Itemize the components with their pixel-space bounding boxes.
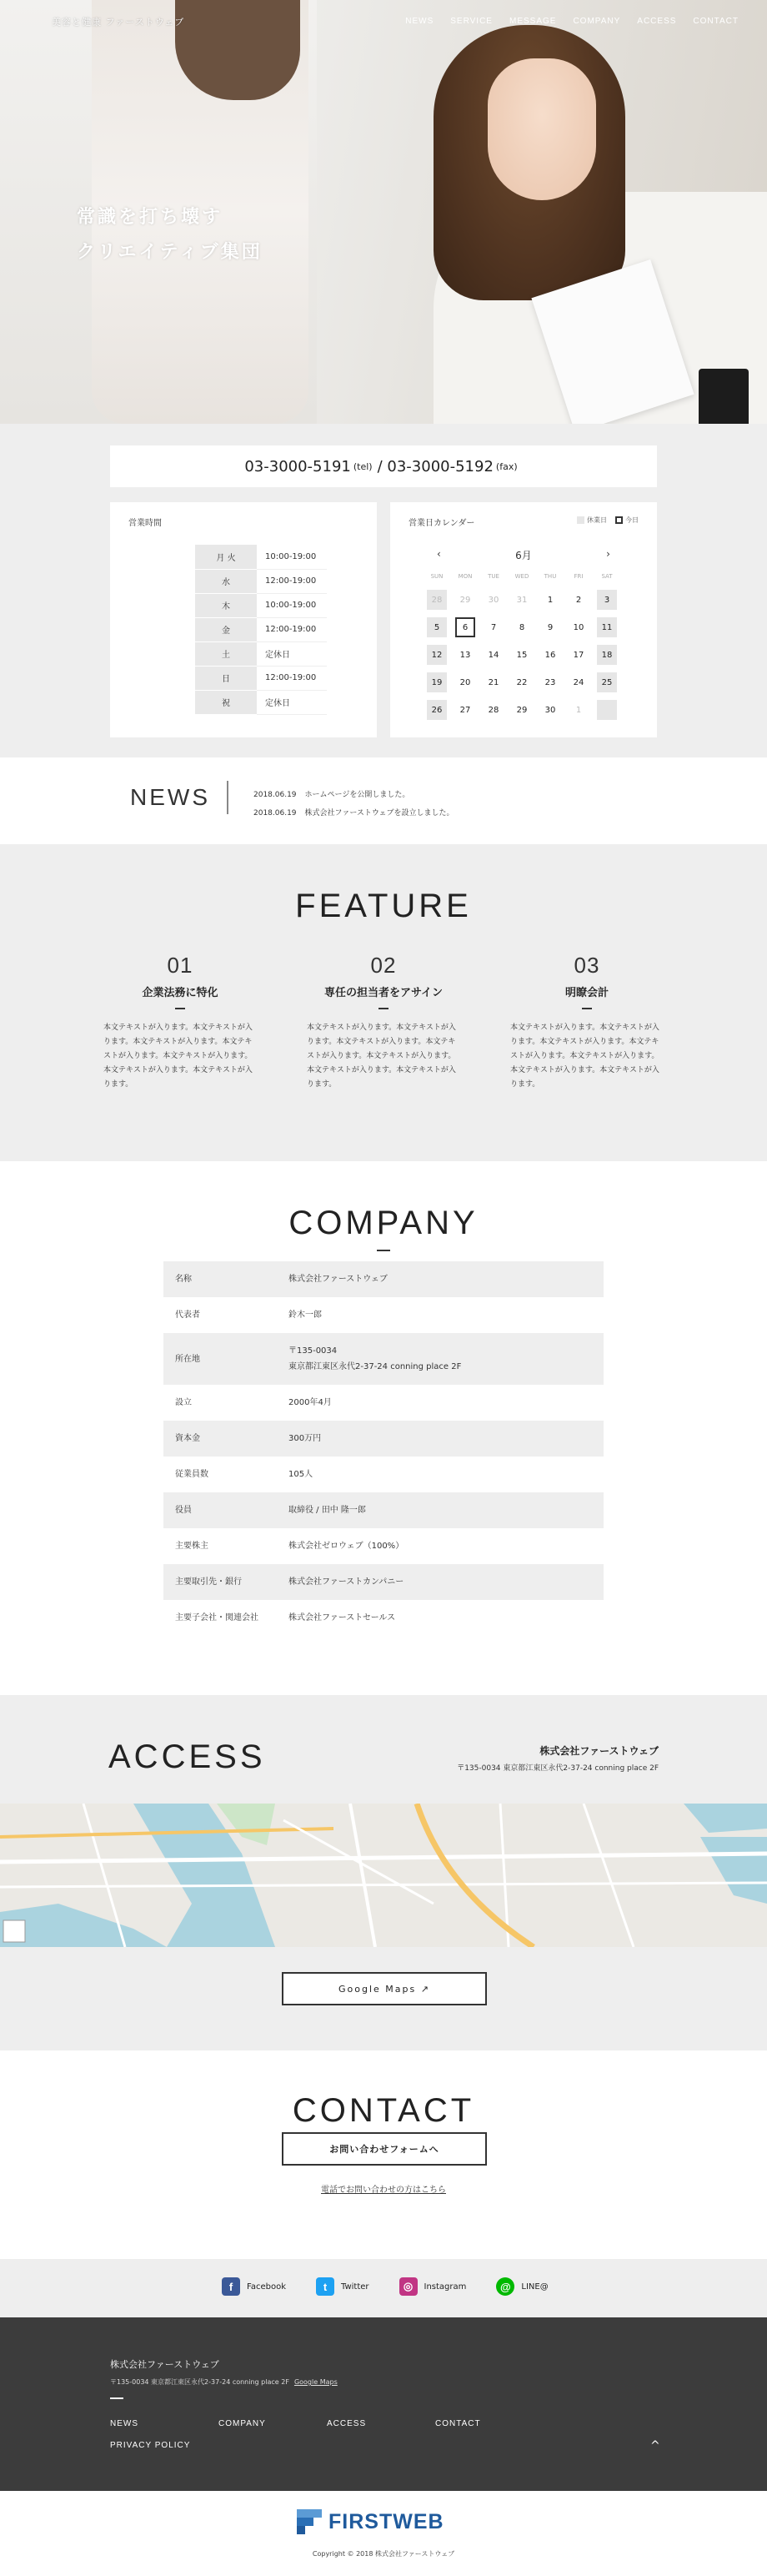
calendar-day: 28 (488, 705, 499, 715)
table-row (163, 1492, 604, 1528)
table-row (163, 1385, 604, 1421)
calendar-day-today: 6 (455, 617, 475, 637)
calendar-day: 27 (459, 705, 471, 715)
calendar-prev-button[interactable]: ‹ (437, 548, 441, 560)
table-row (163, 1564, 604, 1600)
weekday-label: MON (458, 573, 473, 580)
sns-label: Facebook (247, 2282, 286, 2292)
hours-row (195, 545, 327, 569)
footer-company-name: 株式会社ファーストウェブ (110, 2359, 219, 2370)
footer-link-contact[interactable]: CONTACT (435, 2419, 481, 2428)
calendar-legend (577, 516, 639, 525)
company-value: 取締役 / 田中 隆一郎 (288, 1506, 366, 1515)
news-section (0, 757, 767, 844)
table-row (163, 1528, 604, 1564)
map-graphic (0, 1804, 767, 1947)
calendar-title: 営業日カレンダー (409, 519, 475, 528)
hours-time: 12:00-19:00 (257, 569, 327, 593)
table-row (163, 1333, 604, 1385)
calendar-day: 30 (488, 595, 499, 605)
catch-line-1: 常識を打ち壊す (77, 207, 223, 228)
hero-section (0, 0, 767, 424)
nav-access[interactable]: ACCESS (637, 17, 677, 26)
news-item[interactable] (253, 804, 454, 823)
feature-number: 01 (167, 953, 193, 978)
calendar-day: 3 (597, 590, 617, 610)
brand-mark-icon (297, 2509, 322, 2534)
news-text: 株式会社ファーストウェブを設立しました。 (304, 809, 454, 818)
feature-body: 本文テキストが入ります。本文テキストが入ります。本文テキストが入ります。本文テキストが入ります。本文テキストが入ります。本文テキストが入ります。本文テキストが入ります。 (103, 1024, 253, 1089)
phone-box (110, 445, 657, 487)
company-value: 株式会社ファーストカンパニー (288, 1577, 404, 1587)
footer-link-company[interactable]: COMPANY (218, 2419, 266, 2428)
table-row (163, 1457, 604, 1492)
calendar-day: 10 (573, 622, 584, 632)
hours-row (195, 569, 327, 593)
catch-line-2: クリエイティブ集団 (77, 242, 263, 263)
hours-table (195, 545, 327, 715)
access-section (0, 1695, 767, 2050)
copyright: Copyright © 2018 株式会社ファーストウェブ (312, 2550, 455, 2558)
calendar-header (437, 548, 610, 562)
footer-address (110, 2377, 338, 2387)
hours-time: 10:00-19:00 (257, 545, 327, 569)
company-key: 設立 (175, 1398, 192, 1407)
hours-time: 定休日 (257, 641, 327, 666)
calendar-day: 8 (519, 622, 525, 632)
news-item[interactable] (253, 786, 454, 804)
hours-row (195, 593, 327, 617)
calendar-day: 31 (516, 595, 528, 605)
calendar-day: 17 (573, 650, 584, 660)
feature-section (0, 844, 767, 1161)
access-title: ACCESS (108, 1738, 266, 1775)
calendar-day: 30 (544, 705, 556, 715)
hours-day: 木 (195, 593, 257, 617)
company-key: 従業員数 (175, 1470, 208, 1479)
feature-item-2 (307, 953, 460, 1092)
calendar-day: 5 (427, 617, 447, 637)
nav-news[interactable]: NEWS (405, 17, 434, 26)
calendar-day: 28 (427, 590, 447, 610)
hours-row (195, 617, 327, 641)
map-embed[interactable] (0, 1804, 767, 1947)
calendar-day: 23 (544, 677, 556, 687)
company-value: 鈴木一郎 (288, 1311, 322, 1320)
business-hours-box (110, 502, 377, 737)
info-section (0, 424, 767, 757)
company-value: 株式会社ファーストセールス (288, 1613, 396, 1623)
company-value (277, 1333, 604, 1385)
calendar-day: 7 (490, 622, 497, 632)
contact-title: CONTACT (292, 2092, 475, 2129)
access-address: 〒135-0034 東京都江東区永代2-37-24 conning place 2F (457, 1764, 659, 1773)
company-value: 株式会社ゼロウェブ（100%） (288, 1542, 404, 1551)
calendar-day: 1 (547, 595, 554, 605)
company-key: 主要子会社・関連会社 (175, 1613, 258, 1623)
global-nav (405, 17, 739, 26)
news-list (253, 786, 454, 823)
calendar-month: 6月 (515, 550, 532, 561)
tel-number[interactable]: 03-3000-5191 (244, 457, 351, 475)
company-key: 役員 (175, 1506, 192, 1515)
weekday-label: THU (544, 573, 557, 580)
hours-time: 定休日 (257, 690, 327, 714)
calendar-day: 21 (488, 677, 499, 687)
calendar-day: 26 (427, 700, 447, 720)
calendar-day: 20 (459, 677, 471, 687)
calendar-day: 29 (516, 705, 528, 715)
sns-line-link[interactable] (496, 2277, 548, 2296)
hours-day: 日 (195, 666, 257, 690)
business-calendar-box (390, 502, 657, 737)
hero-photo-cup (699, 369, 749, 424)
calendar-day: 2 (575, 595, 582, 605)
brand-name: FIRSTWEB (328, 2509, 444, 2533)
calendar-next-button[interactable]: › (606, 548, 610, 560)
feature-item-1 (103, 953, 257, 1092)
footer-menu (110, 2419, 544, 2428)
calendar-day: 9 (547, 622, 554, 632)
feature-rule (378, 1008, 389, 1009)
sns-label: Instagram (424, 2282, 467, 2292)
sns-instagram-link[interactable] (399, 2277, 467, 2296)
table-row (163, 1600, 604, 1636)
fax-number: 03-3000-5192 (387, 457, 494, 475)
feature-heading: 企業法務に特化 (142, 987, 218, 999)
calendar-day: 16 (544, 650, 556, 660)
calendar-day: 29 (459, 595, 471, 605)
calendar-day: 25 (597, 672, 617, 692)
feature-number: 03 (574, 953, 600, 978)
sns-section (0, 2259, 767, 2317)
brand-footer (0, 2491, 767, 2576)
street-address: 東京都江東区永代2-37-24 conning place 2F (288, 1362, 462, 1371)
company-table (163, 1261, 604, 1636)
facebook-icon: f (222, 2277, 240, 2296)
hours-day: 月 火 (195, 545, 257, 569)
hours-time: 12:00-19:00 (257, 617, 327, 641)
calendar-day: 19 (427, 672, 447, 692)
feature-heading: 明瞭会計 (564, 987, 609, 999)
news-date: 2018.06.19 (253, 809, 297, 818)
table-row (163, 1261, 604, 1297)
legend-holiday: 休業日 (577, 516, 607, 525)
hours-row (195, 690, 327, 714)
feature-rule (175, 1008, 185, 1009)
hero-photo-face (488, 58, 596, 200)
company-title-rule (377, 1250, 390, 1251)
calendar-day: 22 (516, 677, 528, 687)
hours-title: 営業時間 (128, 519, 162, 528)
calendar-grid (427, 571, 639, 720)
company-key: 代表者 (175, 1311, 200, 1320)
calendar-day: 15 (516, 650, 528, 660)
tel-suffix: (tel) (353, 460, 373, 472)
calendar-day: 1 (575, 705, 582, 715)
footer-address-text: 〒135-0034 東京都江東区永代2-37-24 conning place 2F (110, 2378, 289, 2386)
calendar-day: 18 (597, 645, 617, 665)
sns-label: LINE@ (521, 2282, 549, 2292)
company-value: 105人 (288, 1470, 313, 1479)
footer (0, 2317, 767, 2491)
table-row (163, 1297, 604, 1333)
google-maps-button[interactable]: Google Maps ↗ (282, 1972, 487, 2005)
company-value: 300万円 (288, 1434, 322, 1443)
hours-row (195, 641, 327, 666)
hours-time: 10:00-19:00 (257, 593, 327, 617)
postal-code: 〒135-0034 (288, 1346, 338, 1356)
company-section (0, 1161, 767, 1695)
company-key: 主要株主 (175, 1542, 208, 1551)
weekday-label: TUE (488, 573, 499, 580)
feature-item-3 (510, 953, 664, 1092)
weekday-label: SUN (430, 573, 444, 580)
site-logo[interactable]: 美容と健康 ファーストウェブ (52, 17, 185, 28)
twitter-icon: t (316, 2277, 334, 2296)
calendar-day (597, 700, 617, 720)
footer-rule (110, 2397, 123, 2399)
access-company-name: 株式会社ファーストウェブ (539, 1745, 659, 1757)
feature-title: FEATURE (295, 888, 472, 924)
nav-contact[interactable]: CONTACT (693, 17, 739, 26)
hours-row (195, 666, 327, 690)
nav-service[interactable]: SERVICE (450, 17, 493, 26)
sns-facebook-link[interactable] (222, 2277, 286, 2296)
company-title: COMPANY (288, 1205, 479, 1241)
company-key: 名称 (175, 1275, 192, 1284)
sns-links (222, 2277, 549, 2296)
footer-map-link[interactable]: Google Maps (293, 2378, 338, 2386)
company-key: 資本金 (175, 1434, 200, 1443)
feature-body: 本文テキストが入ります。本文テキストが入ります。本文テキストが入ります。本文テキストが入ります。本文テキストが入ります。本文テキストが入ります。本文テキストが入ります。 (510, 1024, 659, 1089)
calendar-day: 12 (427, 645, 447, 665)
table-row (163, 1421, 604, 1457)
calendar-day: 13 (459, 650, 471, 660)
sns-label: Twitter (341, 2282, 369, 2292)
feature-number: 02 (370, 953, 397, 978)
company-value: 株式会社ファーストウェブ (288, 1275, 388, 1284)
news-date: 2018.06.19 (253, 791, 297, 799)
company-key: 主要取引先・銀行 (175, 1577, 242, 1587)
brand-logo[interactable] (297, 2509, 444, 2534)
hero-catchphrase (77, 200, 263, 270)
news-divider (227, 781, 228, 814)
hours-day: 祝 (195, 690, 257, 714)
hours-day: 土 (195, 641, 257, 666)
footer-link-news[interactable]: NEWS (110, 2419, 138, 2428)
hours-time: 12:00-19:00 (257, 666, 327, 690)
nav-company[interactable]: COMPANY (573, 17, 621, 26)
feature-rule (582, 1008, 592, 1009)
calendar-day: 14 (488, 650, 499, 660)
news-text: ホームページを公開しました。 (304, 791, 410, 799)
phone-separator: / (377, 457, 383, 475)
weekday-label: SAT (601, 573, 613, 580)
phone-contact-link[interactable]: 電話でお問い合わせの方はこちら (321, 2186, 446, 2195)
hours-day: 水 (195, 569, 257, 593)
footer-link-access[interactable]: ACCESS (327, 2419, 367, 2428)
fax-suffix: (fax) (495, 460, 518, 472)
company-key: 所在地 (175, 1354, 200, 1364)
calendar-day: 11 (597, 617, 617, 637)
contact-form-button[interactable]: お問い合わせフォームへ (282, 2132, 487, 2166)
footer-privacy-link[interactable]: PRIVACY POLICY (110, 2441, 191, 2450)
line-icon: @ (496, 2277, 514, 2296)
feature-body: 本文テキストが入ります。本文テキストが入ります。本文テキストが入ります。本文テキストが入ります。本文テキストが入ります。本文テキストが入ります。本文テキストが入ります。 (307, 1024, 456, 1089)
contact-section (0, 2050, 767, 2259)
calendar-day: 24 (573, 677, 584, 687)
page-top-icon[interactable]: ^ (650, 2439, 660, 2453)
weekday-label: FRI (574, 573, 584, 580)
sns-twitter-link[interactable] (316, 2277, 369, 2296)
hero-photo-hair (175, 0, 300, 100)
company-value: 2000年4月 (288, 1398, 332, 1407)
nav-message[interactable]: MESSAGE (509, 17, 557, 26)
hours-day: 金 (195, 617, 257, 641)
legend-today: 今日 (615, 516, 639, 525)
feature-heading: 専任の担当者をアサイン (323, 987, 444, 999)
instagram-icon: ◎ (399, 2277, 418, 2296)
weekday-label: WED (514, 573, 529, 580)
news-title: NEWS (130, 784, 210, 810)
